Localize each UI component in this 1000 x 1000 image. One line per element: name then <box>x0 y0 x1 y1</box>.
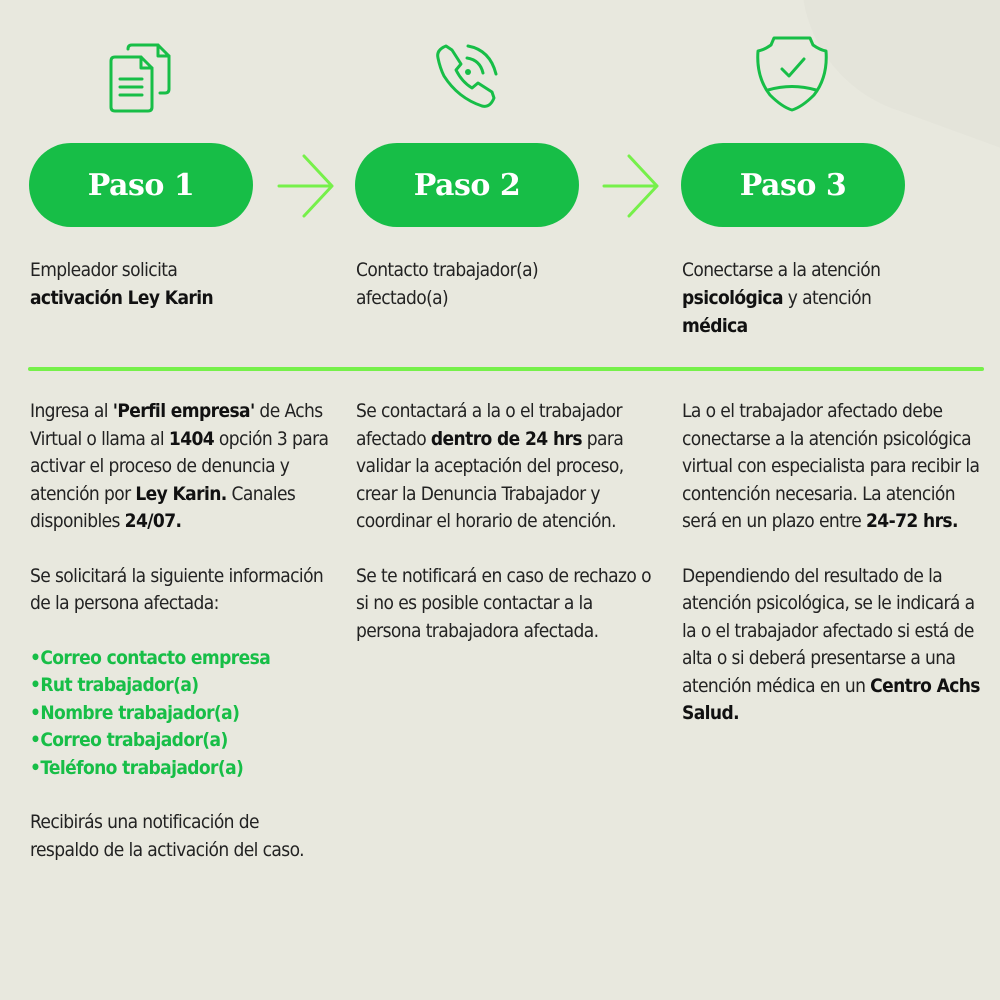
step-3-pill <box>681 143 905 227</box>
paragraph: Se contactará a la o el trabajador afectado dentro de 24 hrs para validar la aceptación del proceso, crear la Denuncia Trabajador y coordinar el horario de atención. <box>356 400 624 532</box>
summary-text: afectado(a) <box>356 287 449 309</box>
list-item: • Nombre trabajador(a) <box>30 700 330 728</box>
shield-check-icon <box>752 33 832 113</box>
list-item: • Rut trabajador(a) <box>30 672 330 700</box>
step-2-summary <box>356 256 656 312</box>
step-2-label: Paso 2 <box>413 167 521 203</box>
list-item: • Correo contacto empresa <box>30 645 330 673</box>
summary-bold: activación Ley Karin <box>30 287 214 309</box>
summary-text: Conectarse a la atención <box>682 259 881 281</box>
step-1-pill <box>29 143 253 227</box>
summary-text: Empleador solicita <box>30 259 178 281</box>
list-item: • Correo trabajador(a) <box>30 727 330 755</box>
arrow-right-icon <box>277 153 335 219</box>
step-3-details <box>682 398 987 755</box>
step-3-summary <box>682 256 982 340</box>
summary-text: Contacto trabajador(a) <box>356 259 539 281</box>
paragraph: Se te notificará en caso de rechazo o si no es posible contactar a la persona trabajadora afectada. <box>356 564 651 642</box>
step-1-details <box>30 398 330 891</box>
summary-text: y atención <box>782 287 872 309</box>
summary-bold: médica <box>682 315 748 337</box>
list-item: • Teléfono trabajador(a) <box>30 755 330 783</box>
summary-bold: psicológica <box>682 287 783 309</box>
arrow-right-icon <box>602 153 660 219</box>
step-2-details <box>356 398 656 672</box>
phone-call-icon <box>428 36 508 116</box>
paragraph: La o el trabajador afectado debe conectarse a la atención psicológica virtual con especialista para recibir la contención necesaria. La atención será en un plazo entre 24-72 hrs. <box>682 400 980 532</box>
documents-icon <box>101 33 181 113</box>
paragraph: Recibirás una notificación de respaldo de la activación del caso. <box>30 811 304 861</box>
divider-line <box>28 367 984 371</box>
paragraph: Se solicitará la siguiente información de la persona afectada: <box>30 564 324 614</box>
step-1-label: Paso 1 <box>87 167 195 203</box>
required-info-list <box>30 645 330 783</box>
step-3-label: Paso 3 <box>739 167 847 203</box>
step-2-pill <box>355 143 579 227</box>
paragraph: Ingresa al 'Perfil empresa' de Achs Virtual o llama al 1404 opción 3 para activar el proceso de denuncia y atención por Ley Karin. Canales disponibles 24/07. <box>30 400 329 532</box>
step-1-summary <box>30 256 330 312</box>
paragraph: Dependiendo del resultado de la atención psicológica, se le indicará a la o el trabajador afectado si está de alta o si deberá presentarse a una atención médica en un Centro Achs Salud. <box>682 564 980 724</box>
